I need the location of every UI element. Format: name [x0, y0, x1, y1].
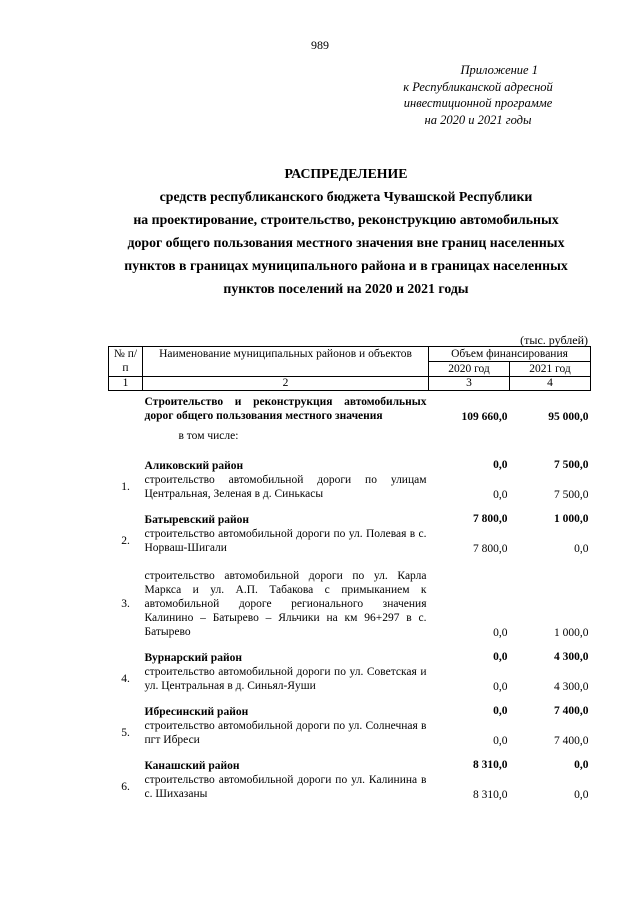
object-row [109, 473, 591, 501]
object-num: 1. [121, 481, 130, 493]
object-row [109, 773, 591, 801]
spacer-cell [109, 501, 591, 513]
object-2020: 0,0 [493, 489, 508, 501]
appendix-line: к Республиканской адресной [403, 79, 553, 94]
object-num: 6. [121, 781, 130, 793]
object-num: 5. [121, 727, 130, 739]
district-row [109, 459, 591, 473]
object-2021: 0,0 [574, 789, 589, 801]
header-col-number: 1 [109, 377, 143, 391]
including-label: в том числе: [178, 430, 239, 442]
district-2020: 0,0 [493, 705, 508, 717]
appendix-note [318, 62, 578, 128]
object-2020: 0,0 [493, 627, 508, 639]
spacer-cell [109, 555, 591, 569]
object-name: строительство автомобильной дороги по ул. Советская и ул. Центральная в д. Синьял-Яуши [144, 666, 427, 692]
spacer-cell [109, 693, 591, 705]
title-line: пунктов в границах муниципального района и в границах населенных [124, 258, 568, 273]
district-row [109, 513, 591, 527]
object-2021: 4 300,0 [554, 681, 589, 693]
object-row [109, 527, 591, 555]
object-row [109, 719, 591, 747]
spacer-cell [109, 747, 591, 759]
object-2020: 0,0 [493, 735, 508, 747]
district-name: Батыревский район [144, 514, 250, 526]
object-row [109, 569, 591, 639]
appendix-line: инвестиционной программе [403, 96, 553, 110]
title-line: средств республиканского бюджета Чувашской Республики [159, 189, 533, 204]
document-title [96, 162, 596, 300]
object-num: 3. [121, 598, 130, 610]
total-2021: 95 000,0 [548, 411, 589, 423]
district-num [109, 759, 143, 773]
total-name: Строительство и реконструкция автомобильных дорог общего пользования местного значения [144, 396, 427, 422]
title-line: РАСПРЕДЕЛЕНИЕ [284, 166, 408, 181]
object-name: строительство автомобильной дороги по ул. Калинина в с. Шихазаны [144, 774, 427, 800]
header-volume: Объем финансирования [429, 347, 591, 362]
spacer-row [109, 693, 591, 705]
object-name: строительство автомобильной дороги по ул. Полевая в с. Норваш-Шигали [144, 528, 427, 554]
object-name: строительство автомобильной дороги по улицам Центральная, Зеленая в д. Синькасы [144, 474, 427, 500]
district-2021: 7 500,0 [554, 459, 589, 471]
district-name: Канашский район [144, 760, 240, 772]
district-name: Ибресинский район [144, 706, 249, 718]
district-name: Вурнарский район [144, 652, 242, 664]
including-num [109, 429, 143, 443]
object-num: 4. [121, 673, 130, 685]
spacer-row [109, 443, 591, 459]
object-2021: 7 400,0 [554, 735, 589, 747]
object-num: 2. [121, 535, 130, 547]
district-row [109, 651, 591, 665]
header-year-2020: 2020 год [429, 362, 510, 377]
appendix-line: на 2020 и 2021 годы [424, 112, 532, 127]
spacer-row [109, 639, 591, 651]
spacer-cell [109, 639, 591, 651]
district-2020: 0,0 [493, 459, 508, 471]
spacer-row [109, 555, 591, 569]
page-number: 989 [311, 38, 329, 52]
title-line: дорог общего пользования местного значения вне границ населенных [127, 235, 565, 250]
district-row [109, 759, 591, 773]
spacer-cell [109, 443, 591, 459]
district-2020: 8 310,0 [473, 759, 508, 771]
appendix-line: Приложение 1 [460, 63, 538, 77]
district-2021: 1 000,0 [554, 513, 589, 525]
spacer-row [109, 747, 591, 759]
object-2020: 8 310,0 [473, 789, 508, 801]
district-2020: 0,0 [493, 651, 508, 663]
district-2020: 7 800,0 [473, 513, 508, 525]
object-2021: 1 000,0 [554, 627, 589, 639]
including-empty [510, 429, 591, 443]
including-empty [429, 429, 510, 443]
including-row [109, 429, 591, 443]
district-num [109, 513, 143, 527]
district-2021: 0,0 [574, 759, 589, 771]
object-row [109, 665, 591, 693]
header-col-number: 2 [143, 377, 429, 391]
object-2020: 7 800,0 [473, 543, 508, 555]
spacer-row [109, 501, 591, 513]
title-line: на проектирование, строительство, реконструкцию автомобильных [133, 212, 559, 227]
district-num [109, 651, 143, 665]
table-body [109, 391, 591, 802]
district-2021: 4 300,0 [554, 651, 589, 663]
header-col-number: 4 [510, 377, 591, 391]
object-name: строительство автомобильной дороги по ул. Солнечная в пгт Ибреси [144, 720, 427, 746]
total-num [109, 395, 143, 423]
object-2021: 0,0 [574, 543, 589, 555]
object-2020: 0,0 [493, 681, 508, 693]
district-row [109, 705, 591, 719]
header-col-number: 3 [429, 377, 510, 391]
budget-table [108, 346, 591, 801]
units-label: (тыс. рублей) [520, 333, 588, 347]
total-2020: 109 660,0 [461, 411, 508, 423]
district-num [109, 705, 143, 719]
district-num [109, 459, 143, 473]
header-num: № п/п [109, 347, 143, 377]
total-row [109, 395, 591, 423]
object-name: строительство автомобильной дороги по ул. Карла Маркса и ул. А.П. Табакова с примыканием к автомобильной дороге регионального значения Калинино – Батырево – Яльчики на км 96+297 в с. Батырево [144, 570, 427, 638]
district-2021: 7 400,0 [554, 705, 589, 717]
object-2021: 7 500,0 [554, 489, 589, 501]
header-year-2021: 2021 год [510, 362, 591, 377]
title-line: пунктов поселений на 2020 и 2021 годы [223, 281, 469, 296]
district-name: Аликовский район [144, 460, 244, 472]
header-name: Наименование муниципальных районов и объектов [143, 347, 429, 377]
